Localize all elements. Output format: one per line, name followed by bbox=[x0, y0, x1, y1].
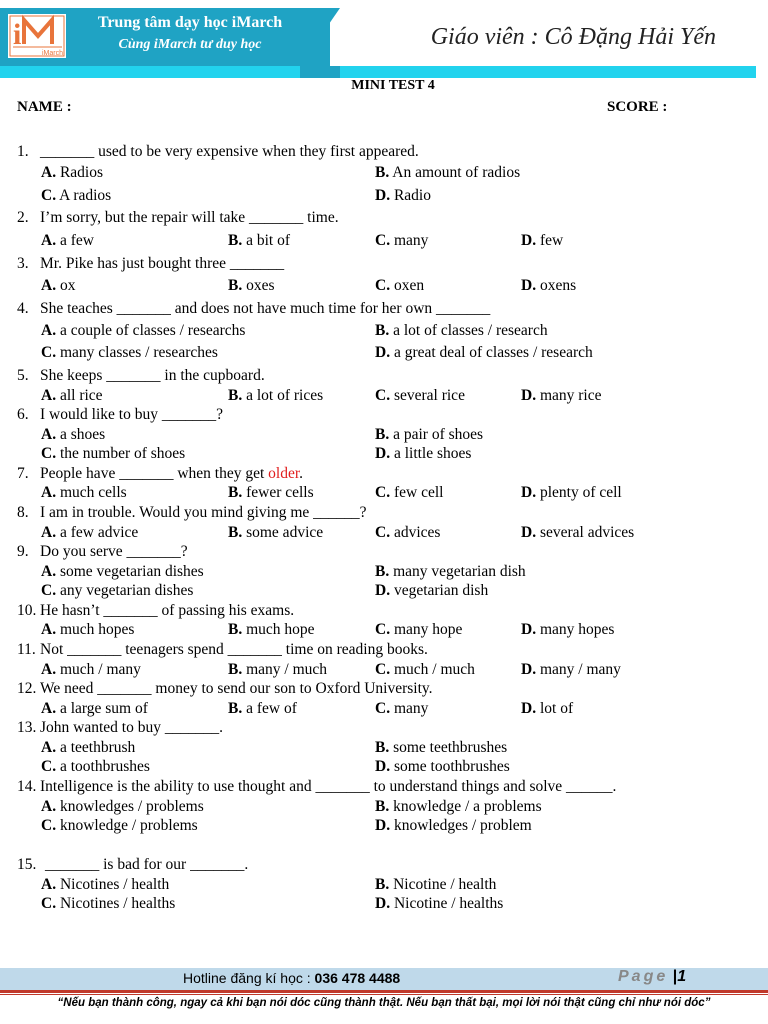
footer-rule bbox=[0, 990, 768, 993]
q12-option-c[interactable]: C. many bbox=[375, 700, 429, 717]
q7-option-b[interactable]: B. fewer cells bbox=[228, 484, 314, 501]
center-name: Trung tâm dạy học iMarch bbox=[97, 14, 283, 31]
q10-option-c[interactable]: C. many hope bbox=[375, 621, 463, 638]
q15-option-c[interactable]: C. Nicotines / healths bbox=[41, 895, 176, 912]
header-band-slant bbox=[300, 8, 340, 66]
hotline-number: 036 478 4488 bbox=[314, 970, 401, 986]
header-underline bbox=[0, 66, 756, 78]
q14-option-b[interactable]: B. knowledge / a problems bbox=[375, 798, 542, 815]
q4-option-d[interactable]: D. a great deal of classes / research bbox=[375, 344, 593, 361]
q12-option-a[interactable]: A. a large sum of bbox=[41, 700, 148, 717]
svg-text:iMarch: iMarch bbox=[42, 50, 64, 57]
q1-option-d[interactable]: D. Radio bbox=[375, 187, 431, 204]
q1-option-b[interactable]: B. An amount of radios bbox=[375, 164, 521, 181]
question-7: 7. People have _______ when they get older. bbox=[17, 465, 304, 482]
q3-option-b[interactable]: B. oxes bbox=[228, 277, 275, 294]
q5-option-b[interactable]: B. a lot of rices bbox=[228, 387, 324, 404]
q2-option-d[interactable]: D. few bbox=[521, 232, 564, 249]
q6-option-b[interactable]: B. a pair of shoes bbox=[375, 426, 484, 443]
question-13: 13. John wanted to buy _______. bbox=[17, 719, 223, 736]
highlighted-word: older bbox=[268, 465, 300, 482]
header-underline-accent bbox=[300, 66, 340, 78]
question-9: 9. Do you serve _______? bbox=[17, 543, 188, 560]
question-5: 5. She keeps _______ in the cupboard. bbox=[17, 367, 265, 384]
q7-option-c[interactable]: C. few cell bbox=[375, 484, 444, 501]
teacher-name: Giáo viên : Cô Đặng Hải Yến bbox=[430, 24, 716, 50]
q13-option-b[interactable]: B. some teethbrushes bbox=[375, 739, 508, 756]
q4-option-b[interactable]: B. a lot of classes / research bbox=[375, 322, 548, 339]
q8-option-b[interactable]: B. some advice bbox=[228, 524, 324, 541]
question-11: 11. Not _______ teenagers spend _______ time on reading books. bbox=[17, 641, 428, 658]
q10-option-b[interactable]: B. much hope bbox=[228, 621, 315, 638]
q1-option-c[interactable]: C. A radios bbox=[41, 187, 112, 204]
q5-option-c[interactable]: C. several rice bbox=[375, 387, 465, 404]
q15-option-b[interactable]: B. Nicotine / health bbox=[375, 876, 497, 893]
hotline: Hotline đăng kí học : 036 478 4488 bbox=[183, 970, 401, 986]
q7-option-a[interactable]: A. much cells bbox=[41, 484, 127, 501]
q14-option-d[interactable]: D. knowledges / problem bbox=[375, 817, 532, 834]
q9-option-d[interactable]: D. vegetarian dish bbox=[375, 582, 489, 599]
q8-option-a[interactable]: A. a few advice bbox=[41, 524, 139, 541]
q2-option-b[interactable]: B. a bit of bbox=[228, 232, 290, 249]
q14-option-a[interactable]: A. knowledges / problems bbox=[41, 798, 204, 815]
q12-option-d[interactable]: D. lot of bbox=[521, 700, 574, 717]
score-label: SCORE : bbox=[607, 99, 668, 115]
q6-option-a[interactable]: A. a shoes bbox=[41, 426, 106, 443]
question-12: 12. We need _______ money to send our son to Oxford University. bbox=[17, 680, 433, 697]
q1-option-a[interactable]: A. Radios bbox=[41, 164, 104, 181]
q10-option-a[interactable]: A. much hopes bbox=[41, 621, 135, 638]
question-15: 15. _______ is bad for our _______. bbox=[17, 856, 249, 873]
footer-rule-thin bbox=[0, 994, 768, 995]
question-10: 10. He hasn’t _______ of passing his exams. bbox=[17, 602, 295, 619]
question-4: 4. She teaches _______ and does not have much time for her own _______ bbox=[17, 300, 491, 317]
page-indicator: Page |1 bbox=[618, 968, 687, 985]
q13-option-a[interactable]: A. a teethbrush bbox=[41, 739, 136, 756]
q11-option-d[interactable]: D. many / many bbox=[521, 661, 621, 678]
question-14: 14. Intelligence is the ability to use thought and _______ to understand things and solve ______. bbox=[17, 778, 617, 795]
q5-option-a[interactable]: A. all rice bbox=[41, 387, 103, 404]
question-2: 2. I’m sorry, but the repair will take _______ time. bbox=[17, 209, 339, 226]
test-title: MINI TEST 4 bbox=[351, 78, 435, 93]
q9-option-b[interactable]: B. many vegetarian dish bbox=[375, 563, 526, 580]
imarch-logo bbox=[8, 14, 66, 58]
question-8: 8. I am in trouble. Would you mind giving me ______? bbox=[17, 504, 367, 521]
q4-option-c[interactable]: C. many classes / researches bbox=[41, 344, 218, 361]
q11-option-a[interactable]: A. much / many bbox=[41, 661, 141, 678]
q3-option-d[interactable]: D. oxens bbox=[521, 277, 577, 294]
q11-option-c[interactable]: C. much / much bbox=[375, 661, 475, 678]
q3-option-a[interactable]: A. ox bbox=[41, 277, 76, 294]
svg-text:i: i bbox=[13, 18, 22, 51]
q14-option-c[interactable]: C. knowledge / problems bbox=[41, 817, 198, 834]
q2-option-a[interactable]: A. a few bbox=[41, 232, 94, 249]
q15-option-a[interactable]: A. Nicotines / health bbox=[41, 876, 170, 893]
name-label: NAME : bbox=[17, 99, 72, 115]
q7-option-d[interactable]: D. plenty of cell bbox=[521, 484, 622, 501]
q3-option-c[interactable]: C. oxen bbox=[375, 277, 425, 294]
q13-option-d[interactable]: D. some toothbrushes bbox=[375, 758, 510, 775]
q6-option-d[interactable]: D. a little shoes bbox=[375, 445, 472, 462]
page-number: 1 bbox=[677, 968, 687, 985]
question-3: 3. Mr. Pike has just bought three _______ bbox=[17, 255, 285, 272]
q11-option-b[interactable]: B. many / much bbox=[228, 661, 328, 678]
q5-option-d[interactable]: D. many rice bbox=[521, 387, 602, 404]
q8-option-d[interactable]: D. several advices bbox=[521, 524, 635, 541]
q6-option-c[interactable]: C. the number of shoes bbox=[41, 445, 186, 462]
center-slogan: Cùng iMarch tư duy học bbox=[118, 37, 262, 52]
question-6: 6. I would like to buy _______? bbox=[17, 406, 223, 423]
q2-option-c[interactable]: C. many bbox=[375, 232, 429, 249]
q12-option-b[interactable]: B. a few of bbox=[228, 700, 297, 717]
q9-option-c[interactable]: C. any vegetarian dishes bbox=[41, 582, 194, 599]
footer-quote: “Nếu bạn thành công, ngay cả khi bạn nói dóc cũng thành thật. Nếu bạn thất bại, mọi lời nói thật cũng chỉ như nói dóc” bbox=[57, 997, 711, 1009]
question-1: 1. _______ used to be very expensive when they first appeared. bbox=[17, 143, 419, 160]
q10-option-d[interactable]: D. many hopes bbox=[521, 621, 615, 638]
q13-option-c[interactable]: C. a toothbrushes bbox=[41, 758, 150, 775]
q15-option-d[interactable]: D. Nicotine / healths bbox=[375, 895, 504, 912]
q8-option-c[interactable]: C. advices bbox=[375, 524, 441, 541]
q4-option-a[interactable]: A. a couple of classes / researchs bbox=[41, 322, 246, 339]
q9-option-a[interactable]: A. some vegetarian dishes bbox=[41, 563, 204, 580]
